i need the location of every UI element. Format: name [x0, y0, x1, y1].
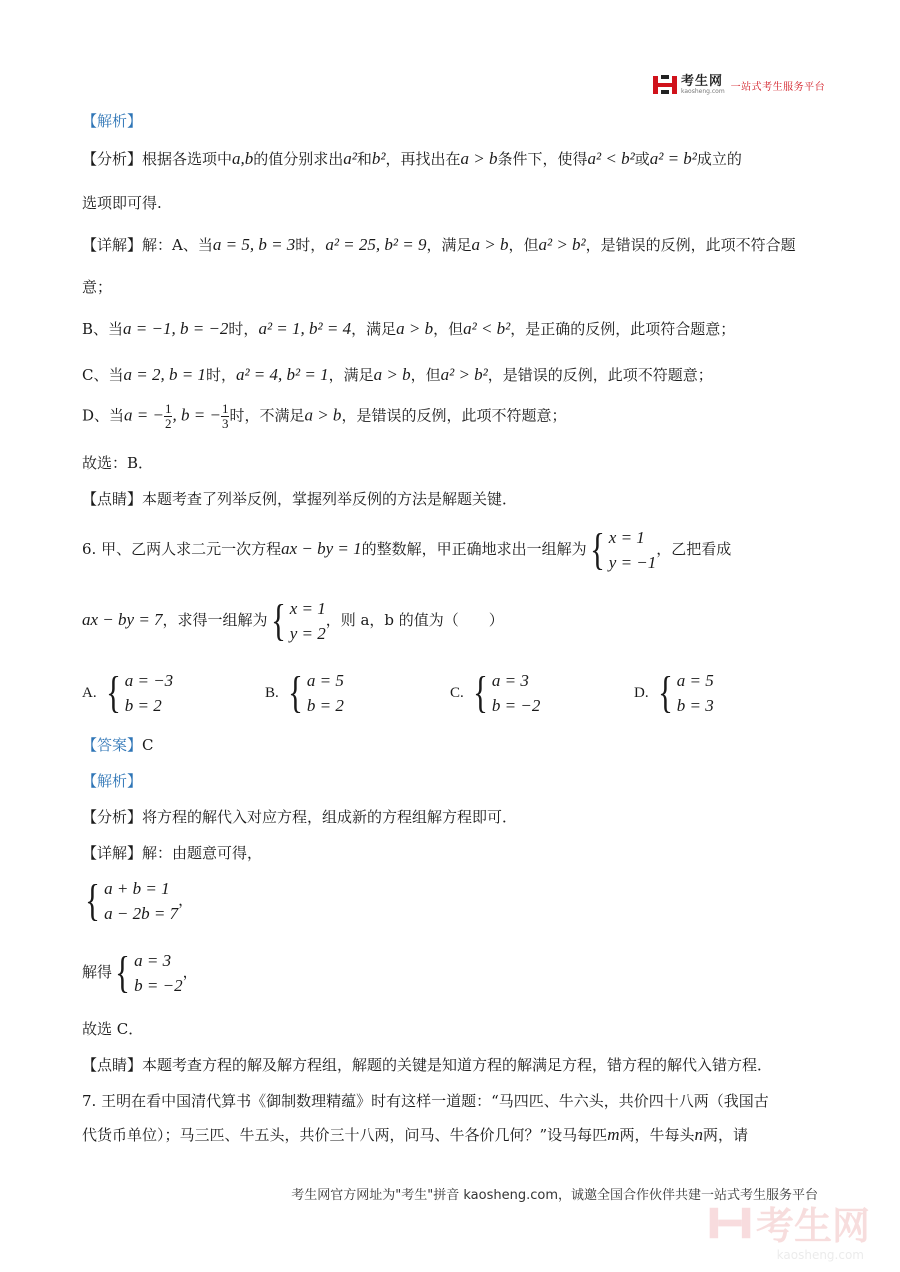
text: ，则 a，b 的值为（ ）	[325, 611, 504, 629]
text: 【详解】解：A、当	[82, 236, 213, 254]
brace-icon: {	[472, 668, 488, 717]
logo-name: 考生网	[681, 74, 724, 89]
sys-row: y = 2	[289, 624, 326, 643]
math-a-eq: a = −	[124, 405, 164, 425]
text: 两，请	[702, 1126, 748, 1144]
sys-row: a = 3	[134, 951, 172, 970]
text: 或	[634, 150, 650, 168]
paragraph-analysis-2: 【分析】将方程的解代入对应方程，组成新的方程组解方程即可．	[82, 808, 518, 826]
paragraph-analysis-cont: 选项即可得.	[82, 194, 162, 212]
text: 代货币单位）；马三匹、牛五头，共价三十八两，问马、牛各价几何？”设马每匹	[82, 1126, 608, 1144]
equation-system	[82, 876, 193, 926]
sys-row: b = 2	[306, 696, 344, 715]
math-equation: ax − by = 7	[82, 610, 163, 629]
text: 时，	[295, 236, 326, 254]
kaosheng-logo-icon	[652, 74, 678, 96]
math-equal: a² = b²	[649, 149, 697, 168]
frac-num: 1	[221, 401, 229, 416]
text: ，但	[433, 320, 464, 338]
footer-text: 考生网官方网址为"考生"拼音 kaosheng.com，诚邀全国合作伙伴共建一站式考生服务平台	[291, 1188, 818, 1203]
paragraph-detail-a-cont: 意；	[82, 278, 113, 296]
sys-row: b = −2	[491, 696, 541, 715]
option-label: B.	[265, 684, 279, 701]
answer-options	[82, 668, 822, 717]
paragraph-comment-2: 【点睛】本题考查方程的解及解方程组，解题的关键是知道方程的解满足方程，错方程的解代入错方程．	[82, 1056, 773, 1074]
sys-row: b = 3	[676, 696, 714, 715]
answer-line	[82, 734, 154, 755]
text: ，但	[410, 366, 441, 384]
brace-icon: {	[85, 876, 100, 925]
watermark-logo-icon	[708, 1203, 752, 1243]
sys-row: x = 1	[608, 528, 645, 547]
paragraph-choose-2: 故选 C．	[82, 1020, 144, 1038]
math-var-n: n	[694, 1125, 703, 1144]
sys-row: a = 5	[306, 671, 344, 690]
math-inequality: a² > b²	[538, 235, 586, 254]
brace-icon: {	[105, 668, 121, 717]
option-b[interactable]	[265, 668, 344, 718]
text: B、当	[82, 320, 124, 338]
math-vars: a,b	[232, 149, 254, 168]
text: 解得	[82, 963, 113, 981]
paragraph-detail-c	[82, 364, 713, 385]
paragraph-detail-d	[82, 402, 566, 431]
sys-row: x = 1	[289, 599, 326, 618]
sys-row: b = 2	[124, 696, 162, 715]
watermark-url: kaosheng.com	[776, 1248, 864, 1262]
math-squares: a² = 25, b² = 9	[325, 235, 427, 254]
watermark-text: 考生网	[755, 1204, 870, 1248]
math-a-squared: a²	[343, 149, 357, 168]
logo-url: kaosheng.com	[681, 88, 725, 95]
text: ，满足	[426, 236, 472, 254]
option-c[interactable]	[450, 668, 540, 718]
text: C、当	[82, 366, 124, 384]
paragraph-choose: 故选：B．	[82, 454, 154, 472]
answer-value: C	[142, 736, 154, 754]
sys-row: y = −1	[608, 553, 657, 572]
brace-icon: {	[115, 948, 130, 997]
math-values: a = −1, b = −2	[123, 319, 229, 338]
frac-num: 1	[164, 401, 172, 416]
text: 和	[356, 150, 372, 168]
paragraph-detail-2: 【详解】解：由题意可得，	[82, 844, 263, 862]
logo-slogan: 一站式考生服务平台	[730, 81, 826, 93]
text: ，	[178, 891, 194, 909]
section-label-analysis-2: 【解析】	[82, 772, 143, 790]
option-label: C.	[450, 684, 464, 701]
text: ，是错误的反例，此项不符合题	[585, 236, 796, 254]
text: ，是正确的反例，此项符合题意；	[510, 320, 736, 338]
math-condition: a > b	[373, 365, 411, 384]
text: ，求得一组解为	[162, 611, 268, 629]
math-condition: a > b	[471, 235, 509, 254]
sys-row: a = 3	[491, 671, 529, 690]
option-d[interactable]	[634, 668, 714, 718]
site-logo[interactable]	[652, 74, 825, 96]
text: 时，不满足	[229, 406, 305, 425]
paragraph-comment: 【点睛】本题考查了列举反例，掌握列举反例的方法是解题关键．	[82, 490, 518, 508]
solution-system-1	[587, 525, 657, 575]
paragraph-detail-b	[82, 318, 735, 339]
text: ，满足	[328, 366, 374, 384]
math-less: a² < b²	[587, 149, 635, 168]
section-label-analysis: 【解析】	[82, 112, 143, 130]
text: 时，	[205, 366, 236, 384]
brace-icon: {	[657, 668, 673, 717]
text: ，	[182, 963, 198, 981]
text: ，再找出在	[385, 150, 461, 168]
text: 成立的	[696, 150, 742, 168]
math-inequality: a² > b²	[440, 365, 488, 384]
brace-icon: {	[287, 668, 303, 717]
text: 6. 甲、乙两人求二元一次方程	[82, 540, 282, 558]
math-equation: ax − by = 1	[281, 539, 362, 558]
sys-row: b = −2	[134, 976, 183, 995]
answer-label: 【答案】	[82, 736, 143, 754]
option-label: A.	[82, 684, 97, 701]
text: 两，牛每头	[619, 1126, 695, 1144]
text: ，是错误的反例，此项不符题意；	[341, 406, 567, 425]
solution-system-2	[268, 596, 326, 646]
text: D、当	[82, 406, 125, 425]
text: ，满足	[351, 320, 397, 338]
sys-row: a − 2b = 7	[104, 904, 179, 923]
frac-den: 2	[164, 416, 172, 431]
option-label: D.	[634, 684, 649, 701]
math-squares: a² = 1, b² = 4	[258, 319, 352, 338]
paragraph-analysis	[82, 148, 742, 169]
sys-row: a = −3	[124, 671, 174, 690]
text: 条件下，使得	[497, 150, 588, 168]
text: ，是错误的反例，此项不符题意；	[487, 366, 713, 384]
math-inequality: a² < b²	[463, 319, 511, 338]
brace-icon: {	[589, 525, 605, 574]
text: ，但	[508, 236, 539, 254]
math-var-m: m	[607, 1125, 620, 1144]
math-values: a = 5, b = 3	[212, 235, 296, 254]
solution-line	[82, 948, 198, 998]
text: 的整数解，甲正确地求出一组解为	[361, 540, 587, 558]
text: ，乙把看成	[656, 540, 732, 558]
option-a[interactable]	[82, 668, 173, 718]
paragraph-detail-a	[82, 234, 796, 255]
text: 的值分别求出	[253, 150, 344, 168]
question-6-line1	[82, 525, 731, 575]
question-6-line2	[82, 596, 504, 646]
math-condition: a > b	[304, 405, 342, 425]
watermark	[708, 1195, 870, 1262]
sys-row: a = 5	[676, 671, 714, 690]
text: 【分析】根据各选项中	[82, 150, 233, 168]
math-condition: a > b	[460, 149, 498, 168]
math-squares: a² = 4, b² = 1	[235, 365, 329, 384]
frac-den: 3	[221, 416, 229, 431]
text: 时，	[228, 320, 259, 338]
question-7-line1: 7. 王明在看中国清代算书《御制数理精蕴》时有这样一道题：“马四匹、牛六头，共价四十八两（我国古	[82, 1092, 769, 1110]
math-values: a = 2, b = 1	[123, 365, 206, 384]
brace-icon: {	[270, 596, 286, 645]
math-b-eq: , b = −	[172, 405, 221, 425]
math-b-squared: b²	[371, 149, 386, 168]
question-7-line2	[82, 1124, 748, 1145]
sys-row: a + b = 1	[104, 879, 170, 898]
math-condition: a > b	[396, 319, 434, 338]
